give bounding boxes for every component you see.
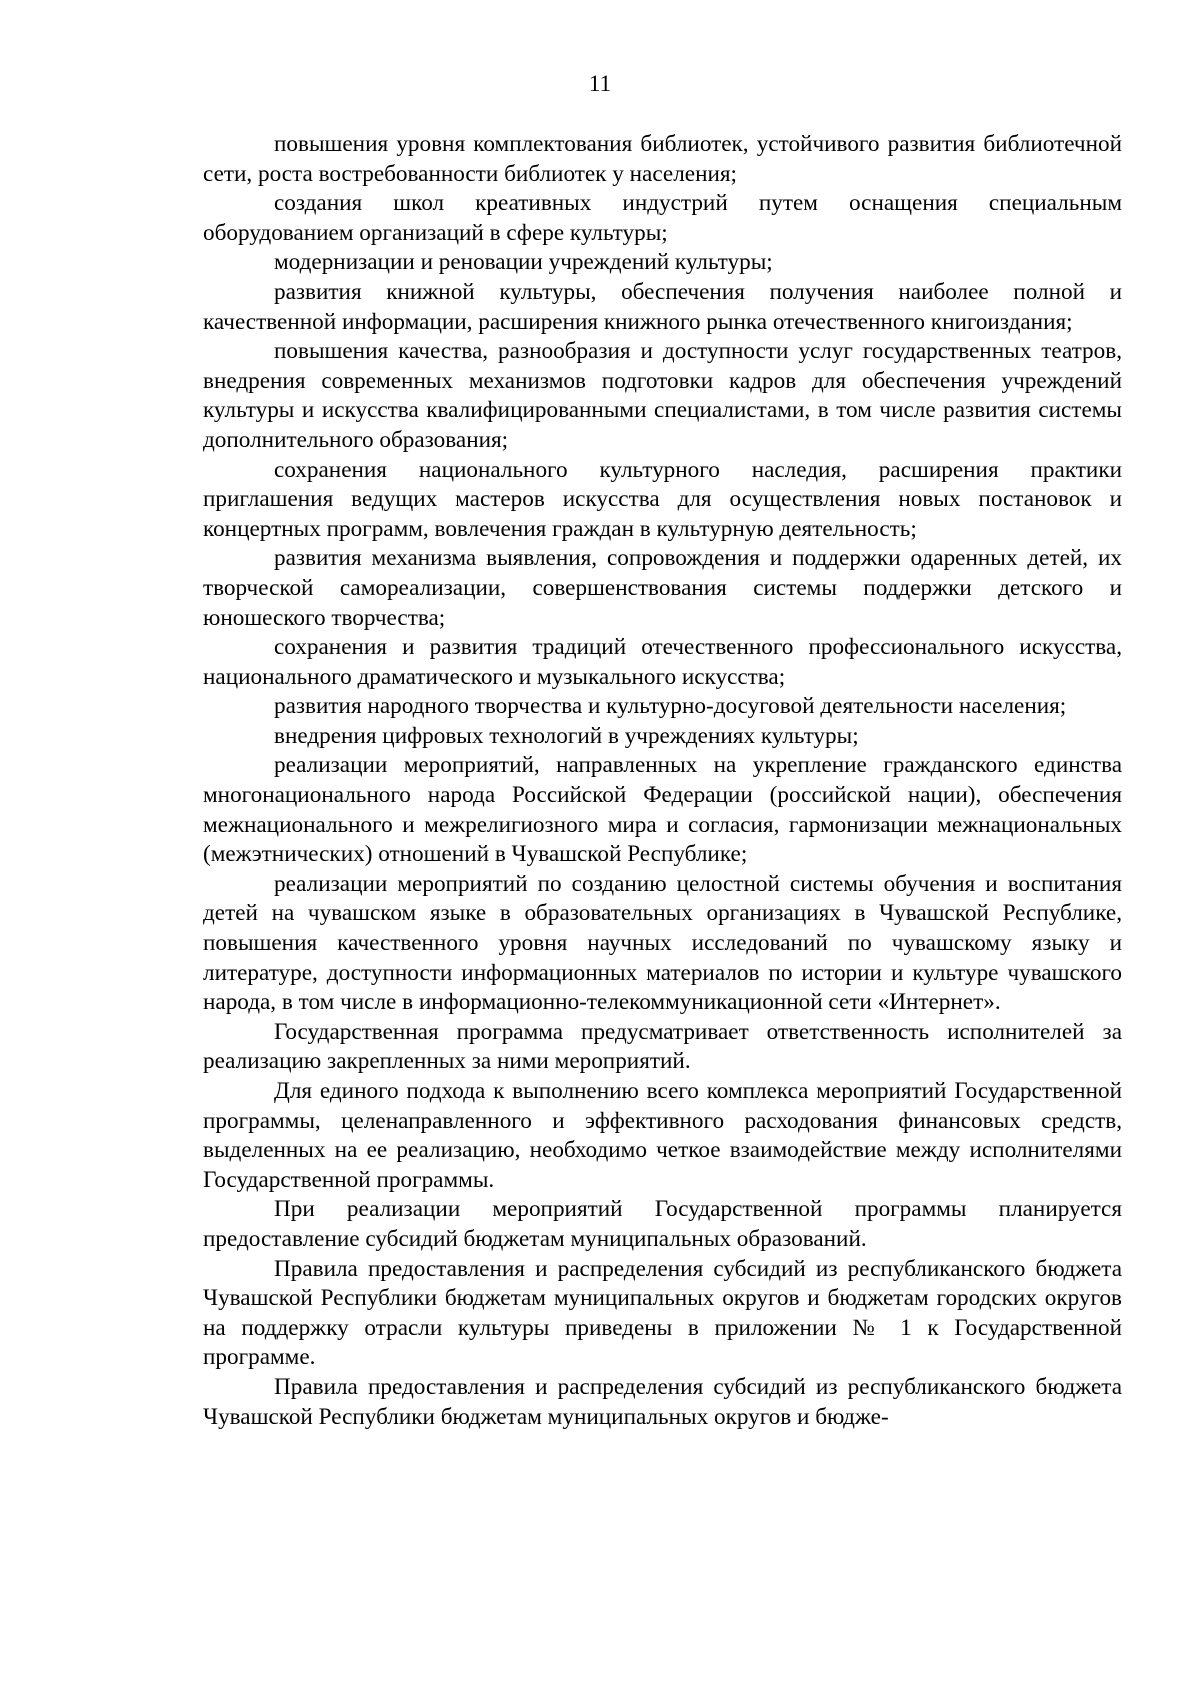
paragraph: развития механизма выявления, сопровождения и поддержки одаренных детей, их творческой самореализации, совершенствования системы поддержки детского и юношеского творчества; bbox=[203, 545, 1122, 631]
paragraph: Правила предоставления и распределения субсидий из республиканского бюджета Чувашской Республики бюджетам муниципальных округов и бюдже- bbox=[203, 1373, 1122, 1430]
paragraph: Для единого подхода к выполнению всего комплекса мероприятий Государственной программы, целенаправленного и эффективного расходования финансовых средств, выделенных на ее реализацию, необходимо четкое взаимодействие между исполнителями Государственной программы. bbox=[203, 1078, 1122, 1193]
page-number: 11 bbox=[588, 71, 612, 96]
paragraph: повышения качества, разнообразия и доступности услуг государственных театров, внедрения современных механизмов подготовки кадров для обеспечения учреждений культуры и искусства квалифицированными специалистами, в том числе развития системы дополнительного образования; bbox=[203, 338, 1122, 453]
paragraph: реализации мероприятий, направленных на укрепление гражданского единства многонационального народа Российской Федерации (российской нации), обеспечения межнационального и межрелигиозного мира и согласия, гармонизации межнациональных (межэтнических) отношений в Чувашской Республике; bbox=[203, 752, 1122, 868]
paragraph: внедрения цифровых технологий в учреждениях культуры; bbox=[274, 722, 859, 749]
paragraph: развития народного творчества и культурно-досуговой деятельности населения; bbox=[274, 693, 1067, 720]
paragraph: реализации мероприятий по созданию целостной системы обучения и воспитания детей на чувашском языке в образовательных организациях в Чувашской Республике, повышения качественного уровня научных исследований по чувашскому языку и литературе, доступности информационных материалов по истории и культуре чувашского народа, в том числе в информационно-телекоммуникационной сети «Интернет». bbox=[203, 870, 1122, 1016]
paragraph: повышения уровня комплектования библиотек, устойчивого развития библиотечной сети, роста востребованности библиотек у населения; bbox=[203, 131, 1122, 187]
document-body bbox=[203, 130, 1122, 1432]
paragraph: Государственная программа предусматривает ответственность исполнителей за реализацию закрепленных за ними мероприятий. bbox=[203, 1018, 1122, 1075]
paragraph: модернизации и реновации учреждений культуры; bbox=[274, 249, 773, 276]
paragraph: развития книжной культуры, обеспечения получения наиболее полной и качественной информации, расширения книжного рынка отечественного книгоиздания; bbox=[203, 278, 1122, 335]
paragraph: сохранения национального культурного наследия, расширения практики приглашения ведущих мастеров искусства для осуществления новых постановок и концертных программ, вовлечения граждан в культурную деятельность; bbox=[203, 456, 1122, 542]
paragraph: сохранения и развития традиций отечественного профессионального искусства, национального драматического и музыкального искусства; bbox=[203, 634, 1122, 690]
paragraph: создания школ креативных индустрий путем оснащения специальным оборудованием организаций в сфере культуры; bbox=[203, 190, 1122, 246]
paragraph: При реализации мероприятий Государственной программы планируется предоставление субсидий бюджетам муниципальных образований. bbox=[203, 1196, 1122, 1252]
paragraph: Правила предоставления и распределения субсидий из республиканского бюджета Чувашской Республики бюджетам муниципальных округов и бюджетам городских округов на поддержку отрасли культуры приведены в приложении № 1 к Государственной программе. bbox=[203, 1255, 1122, 1371]
